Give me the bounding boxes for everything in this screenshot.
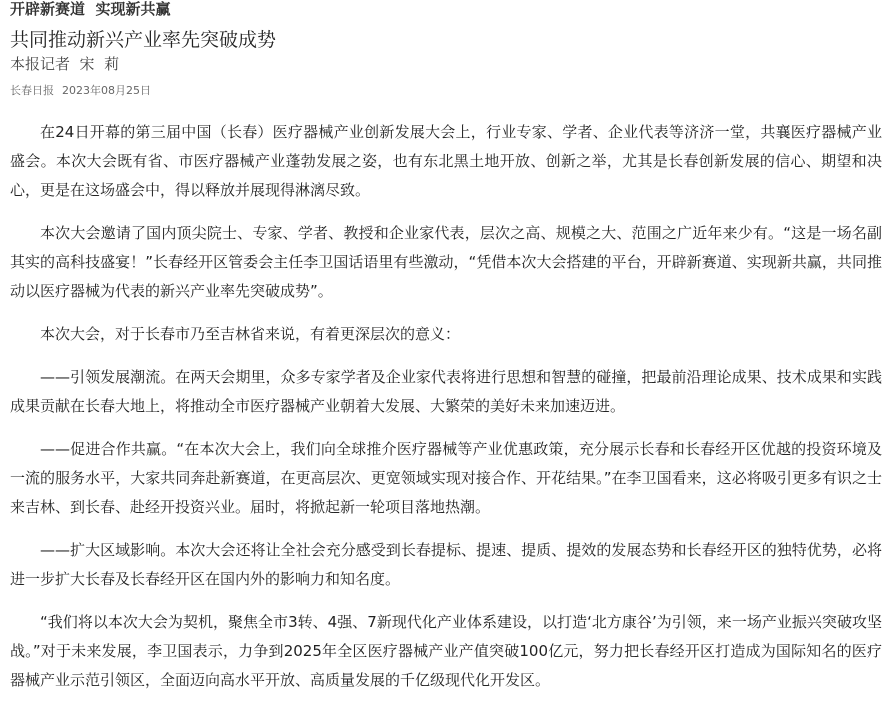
body-paragraph: “我们将以本次大会为契机，聚焦全市3转、4强、7新现代化产业体系建设，以打造‘北方康谷’为引领，来一场产业振兴突破攻坚战。”对于未来发展，李卫国表示，力争到2025年全区医疗器械产业产值突破100亿元，努力把长春经开区打造成为国际知名的医疗器械产业示范引领区，全面迈向高水平开放、高质量发展的千亿级现代化开发区。 <box>10 613 882 689</box>
body-paragraph: ——扩大区域影响。本次大会还将让全社会充分感受到长春提标、提速、提质、提效的发展态势和长春经开区的独特优势，必将进一步扩大长春及长春经开区在国内外的影响力和知名度。 <box>10 541 882 588</box>
article-meta <box>10 84 882 98</box>
body-paragraph: 在24日开幕的第三届中国（长春）医疗器械产业创新发展大会上，行业专家、学者、企业代表等济济一堂，共襄医疗器械产业盛会。本次大会既有省、市医疗器械产业蓬勃发展之姿，也有东北黑土地开放、创新之举，尤其是长春创新发展的信心、期望和决心，更是在这场盛会中，得以释放并展现得淋漓尽致。 <box>10 123 882 199</box>
source-name: 长春日报 <box>10 84 54 97</box>
article-byline: 本报记者 宋 莉 <box>10 55 120 73</box>
article-body <box>10 118 882 695</box>
body-paragraph: ——引领发展潮流。在两天会期里，众多专家学者及企业家代表将进行思想和智慧的碰撞，把最前沿理论成果、技术成果和实践成果贡献在长春大地上，将推动全市医疗器械产业朝着大发展、大繁荣的美好未来加速迈进。 <box>10 368 882 415</box>
article-kicker: 开辟新赛道 实现新共赢 <box>10 0 171 18</box>
body-paragraph: 本次大会，对于长春市乃至吉林省来说，有着更深层次的意义： <box>40 325 461 343</box>
publish-date: 2023年08月25日 <box>62 84 151 97</box>
article-headline: 共同推动新兴产业率先突破成势 <box>10 29 277 51</box>
body-paragraph: 本次大会邀请了国内顶尖院士、专家、学者、教授和企业家代表，层次之高、规模之大、范围之广近年来少有。“这是一场名副其实的高科技盛宴！”长春经开区管委会主任李卫国话语里有些激动，“凭借本次大会搭建的平台，开辟新赛道、实现新共赢，共同推动以医疗器械为代表的新兴产业率先突破成势”。 <box>10 224 882 300</box>
body-paragraph: ——促进合作共赢。“在本次大会上，我们向全球推介医疗器械等产业优惠政策，充分展示长春和长春经开区优越的投资环境及一流的服务水平，大家共同奔赴新赛道，在更高层次、更宽领域实现对接合作、开花结果。”在李卫国看来，这必将吸引更多有识之士来吉林、到长春、赴经开投资兴业。届时，将掀起新一轮项目落地热潮。 <box>10 440 882 516</box>
